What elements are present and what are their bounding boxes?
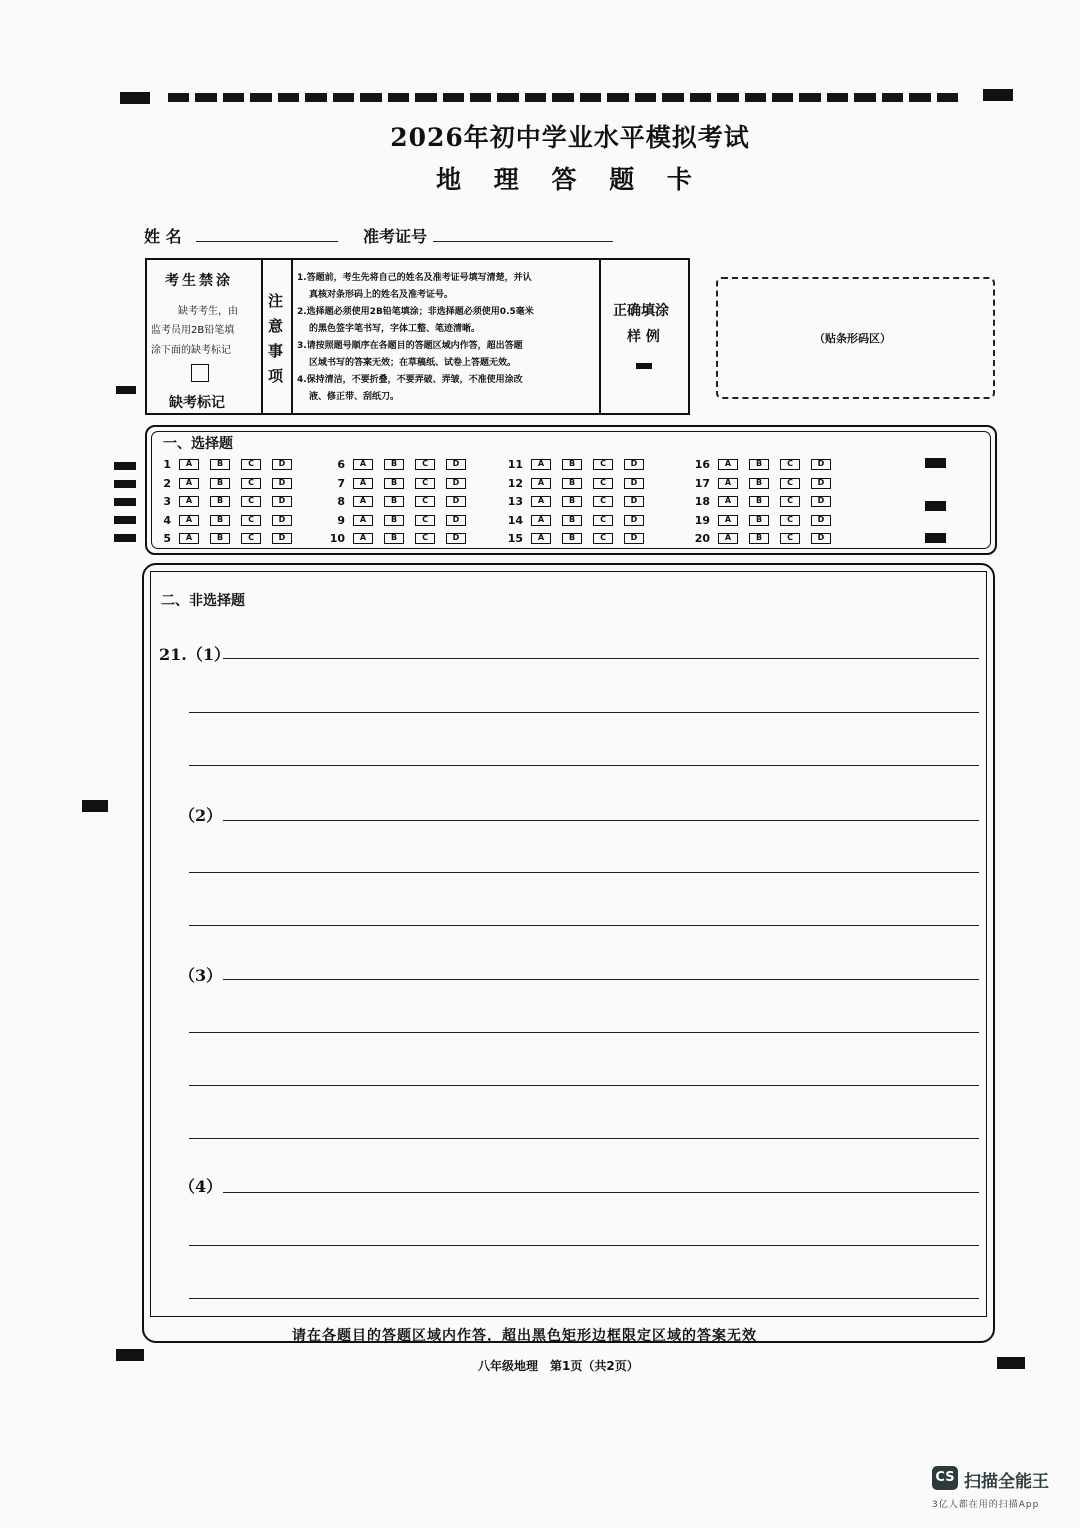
q21-part2-label: （2） [179,806,223,825]
corner-mark-top-left [120,92,150,104]
option-bubble-d[interactable]: D [446,515,466,526]
notice-line: 真核对条形码上的姓名及准考证号。 [309,290,454,300]
notice-line: 的黑色签字笔书写，字体工整、笔迹清晰。 [309,324,481,334]
answer-line[interactable] [189,1138,979,1139]
option-bubble-a[interactable]: A [179,496,199,507]
timing-dash [552,93,573,102]
question-row [147,495,303,508]
timing-dash [772,93,793,102]
sample-mark [636,363,652,369]
question-row [147,458,303,471]
answer-line[interactable] [189,1245,979,1246]
timing-dash [497,93,518,102]
option-bubble-a[interactable]: A [531,459,551,470]
question-number: 13 [507,495,523,508]
option-bubble-a[interactable]: A [531,478,551,489]
timing-dash [662,93,683,102]
option-bubble-a[interactable]: A [718,533,738,544]
question-row [321,458,477,471]
answer-line[interactable] [189,1298,979,1299]
sample-panel [601,260,688,413]
option-bubble-a[interactable]: A [179,515,199,526]
q21-part1-label: 21.（1） [159,645,230,664]
absent-heading: 考生禁涂 [165,273,233,289]
option-bubble-a[interactable]: A [718,496,738,507]
timing-dash [799,93,820,102]
option-bubble-c[interactable]: C [593,515,613,526]
timing-dash [854,93,875,102]
notice-line: 3.请按照题号顺序在各题目的答题区域内作答，超出答题 [297,341,523,351]
option-bubble-c[interactable]: C [780,533,800,544]
name-label: 姓 名 [144,227,182,246]
name-field[interactable] [196,241,338,242]
question-row [321,532,477,545]
option-bubble-d[interactable]: D [811,496,831,507]
question-number: 9 [337,513,345,527]
timing-dash [360,93,381,102]
timing-dash [882,93,903,102]
option-bubble-d[interactable]: D [624,478,644,489]
option-bubble-a[interactable]: A [353,515,373,526]
timing-dash [333,93,354,102]
question-number: 2 [163,476,171,490]
option-bubble-a[interactable]: A [531,533,551,544]
option-bubble-a[interactable]: A [718,515,738,526]
option-bubble-d[interactable]: D [624,533,644,544]
question-row [686,458,842,471]
answer-line[interactable] [189,712,979,713]
option-bubble-c[interactable]: C [780,478,800,489]
option-bubble-b[interactable]: B [562,533,582,544]
option-bubble-b[interactable]: B [384,459,404,470]
timing-mark [116,386,136,394]
timing-dash [580,93,601,102]
free-response-section [142,563,995,1343]
question-row [686,514,842,527]
scanner-tagline: 3亿人都在用的扫描App [932,1500,1040,1510]
option-bubble-d[interactable]: D [624,459,644,470]
notice-line: 2.选择题必须使用2B铅笔填涂；非选择题必须使用0.5毫米 [297,307,534,317]
answer-line[interactable] [189,765,979,766]
notice-heading-2: 意 [268,317,284,335]
answer-card-title: 地 理 答 题 卡 [436,165,704,194]
option-bubble-d[interactable]: D [446,533,466,544]
option-bubble-d[interactable]: D [811,533,831,544]
option-bubble-d[interactable]: D [272,533,292,544]
option-bubble-c[interactable]: C [241,459,261,470]
option-bubble-a[interactable]: A [718,459,738,470]
timing-dash [305,93,326,102]
option-bubble-b[interactable]: B [384,515,404,526]
option-bubble-a[interactable]: A [531,515,551,526]
notice-heading-column [263,260,291,413]
timing-mark [925,533,946,543]
option-bubble-c[interactable]: C [593,533,613,544]
corner-mark-top-right [983,89,1013,101]
question-row [686,495,842,508]
option-bubble-a[interactable]: A [531,496,551,507]
notice-line: 4.保持清洁，不要折叠，不要弄破、弄皱，不准使用涂改 [297,375,523,385]
answer-line[interactable] [189,925,979,926]
timing-dash [937,93,958,102]
option-bubble-a[interactable]: A [353,459,373,470]
question-number: 8 [337,495,345,508]
section1-title: 一、选择题 [163,436,233,452]
option-bubble-a[interactable]: A [179,533,199,544]
notice-heading-4: 项 [268,367,284,385]
answer-line[interactable] [189,1032,979,1033]
option-bubble-a[interactable]: A [353,478,373,489]
option-bubble-c[interactable]: C [780,496,800,507]
sample-label-2: 样 例 [627,329,660,345]
option-bubble-d[interactable]: D [811,478,831,489]
question-row [499,458,655,471]
timing-mark [82,800,108,812]
timing-dash [470,93,491,102]
absent-mark-label: 缺考标记 [169,395,225,411]
exam-title: 2026年初中学业水平模拟考试 [390,123,750,152]
scanner-logo [932,1466,958,1490]
option-bubble-d[interactable]: D [811,459,831,470]
timing-dash [607,93,628,102]
timing-dash [223,93,244,102]
option-bubble-a[interactable]: A [718,478,738,489]
option-bubble-d[interactable]: D [624,515,644,526]
option-bubble-b[interactable]: B [562,459,582,470]
instructions-box [145,258,690,415]
answer-line[interactable] [189,872,979,873]
question-row [321,495,477,508]
timing-dash [278,93,299,102]
option-bubble-d[interactable]: D [272,496,292,507]
question-number: 3 [163,495,171,508]
timing-dash [745,93,766,102]
notice-items [297,260,597,413]
option-bubble-c[interactable]: C [241,478,261,489]
question-number: 10 [329,532,345,545]
option-bubble-c[interactable]: C [593,496,613,507]
q21-part4-label: （4） [179,1177,223,1196]
exam-id-label: 准考证号 [363,227,428,246]
notice-heading-1: 注 [268,292,284,310]
timing-dash [525,93,546,102]
timing-dash [168,93,189,102]
timing-dash [717,93,738,102]
exam-id-field[interactable] [433,241,613,242]
absent-text-2: 监考员用2B铅笔填 [151,325,235,336]
option-bubble-b[interactable]: B [210,478,230,489]
sample-label-1: 正确填涂 [613,303,669,319]
question-number: 1 [163,458,171,471]
divider [291,260,293,413]
option-bubble-b[interactable]: B [749,496,769,507]
option-bubble-b[interactable]: B [210,496,230,507]
question-row [686,532,842,545]
option-bubble-b[interactable]: B [210,533,230,544]
option-bubble-c[interactable]: C [415,515,435,526]
option-bubble-b[interactable]: B [210,459,230,470]
top-timing-track [168,93,958,102]
notice-line: 1.答题前，考生先将自己的姓名及准考证号填写清楚，并认 [297,273,532,283]
question-number: 17 [694,476,710,490]
option-bubble-d[interactable]: D [272,459,292,470]
option-bubble-b[interactable]: B [384,533,404,544]
timing-dash [909,93,930,102]
timing-mark [925,501,946,511]
timing-mark [925,458,946,468]
absent-text-3: 涂下面的缺考标记 [151,345,231,356]
scanner-brand: 扫描全能王 [964,1472,1049,1492]
option-bubble-c[interactable]: C [241,533,261,544]
barcode-label: （贴条形码区） [814,332,891,345]
question-number: 4 [163,513,171,527]
absent-panel [147,260,261,413]
timing-mark [114,498,136,506]
question-row [147,477,303,490]
option-bubble-c[interactable]: C [593,459,613,470]
option-bubble-c[interactable]: C [241,496,261,507]
option-bubble-c[interactable]: C [415,496,435,507]
question-row [499,514,655,527]
option-bubble-d[interactable]: D [446,478,466,489]
question-row [147,514,303,527]
timing-dash [443,93,464,102]
absent-text-1: 缺考考生，由 [178,306,238,317]
option-bubble-a[interactable]: A [179,459,199,470]
question-row [147,532,303,545]
answer-line[interactable] [223,979,979,980]
timing-mark [114,480,136,488]
notice-heading-3: 事 [268,342,284,360]
timing-dash [388,93,409,102]
question-row [321,514,477,527]
question-number: 16 [694,458,710,471]
multiple-choice-section [145,425,997,555]
timing-mark [116,1349,144,1361]
option-bubble-b[interactable]: B [562,515,582,526]
option-bubble-c[interactable]: C [780,515,800,526]
answer-line[interactable] [189,1085,979,1086]
timing-dash [690,93,711,102]
option-bubble-b[interactable]: B [210,515,230,526]
question-number: 18 [694,495,710,508]
boundary-warning: 请在各题目的答题区域内作答，超出黑色矩形边框限定区域的答案无效 [292,1328,757,1344]
question-number: 12 [507,476,523,490]
timing-dash [250,93,271,102]
barcode-area [716,277,995,399]
option-bubble-c[interactable]: C [415,459,435,470]
answer-line[interactable] [223,820,979,821]
option-bubble-d[interactable]: D [272,515,292,526]
section2-title: 二、非选择题 [161,593,245,609]
scanner-badge-text: CS [935,1470,955,1485]
option-bubble-b[interactable]: B [749,533,769,544]
notice-line: 液、修正带、刮纸刀。 [309,392,400,402]
timing-dash [415,93,436,102]
option-bubble-d[interactable]: D [272,478,292,489]
option-bubble-a[interactable]: A [353,533,373,544]
timing-dash [827,93,848,102]
absent-checkbox[interactable] [191,364,209,382]
timing-mark [114,534,136,542]
option-bubble-d[interactable]: D [446,496,466,507]
question-number: 7 [337,476,345,490]
option-bubble-c[interactable]: C [593,478,613,489]
question-number: 19 [694,513,710,527]
timing-dash [635,93,656,102]
timing-mark [114,462,136,470]
option-bubble-b[interactable]: B [749,459,769,470]
answer-line[interactable] [223,1192,979,1193]
question-number: 6 [337,458,345,471]
question-number: 5 [163,532,171,545]
option-bubble-b[interactable]: B [749,515,769,526]
option-bubble-b[interactable]: B [384,496,404,507]
option-bubble-c[interactable]: C [241,515,261,526]
page-footer: 八年级地理 第1页（共2页） [478,1359,639,1373]
option-bubble-b[interactable]: B [384,478,404,489]
option-bubble-c[interactable]: C [415,533,435,544]
question-row [499,477,655,490]
option-bubble-c[interactable]: C [780,459,800,470]
option-bubble-c[interactable]: C [415,478,435,489]
timing-mark [114,516,136,524]
question-number: 15 [507,532,523,545]
option-bubble-b[interactable]: B [749,478,769,489]
answer-line[interactable] [223,658,979,659]
question-number: 14 [507,513,523,527]
question-row [499,532,655,545]
question-number: 11 [507,458,523,471]
question-row [686,477,842,490]
option-bubble-d[interactable]: D [446,459,466,470]
free-response-frame [150,571,987,1317]
question-number: 20 [694,532,710,545]
option-bubble-a[interactable]: A [179,478,199,489]
notice-line: 区域书写的答案无效；在草稿纸、试卷上答题无效。 [309,358,517,368]
question-row [499,495,655,508]
option-bubble-d[interactable]: D [811,515,831,526]
option-bubble-b[interactable]: B [562,478,582,489]
timing-mark [997,1357,1025,1369]
timing-dash [195,93,216,102]
q21-part3-label: （3） [179,966,223,985]
option-bubble-b[interactable]: B [562,496,582,507]
option-bubble-d[interactable]: D [624,496,644,507]
option-bubble-a[interactable]: A [353,496,373,507]
question-row [321,477,477,490]
